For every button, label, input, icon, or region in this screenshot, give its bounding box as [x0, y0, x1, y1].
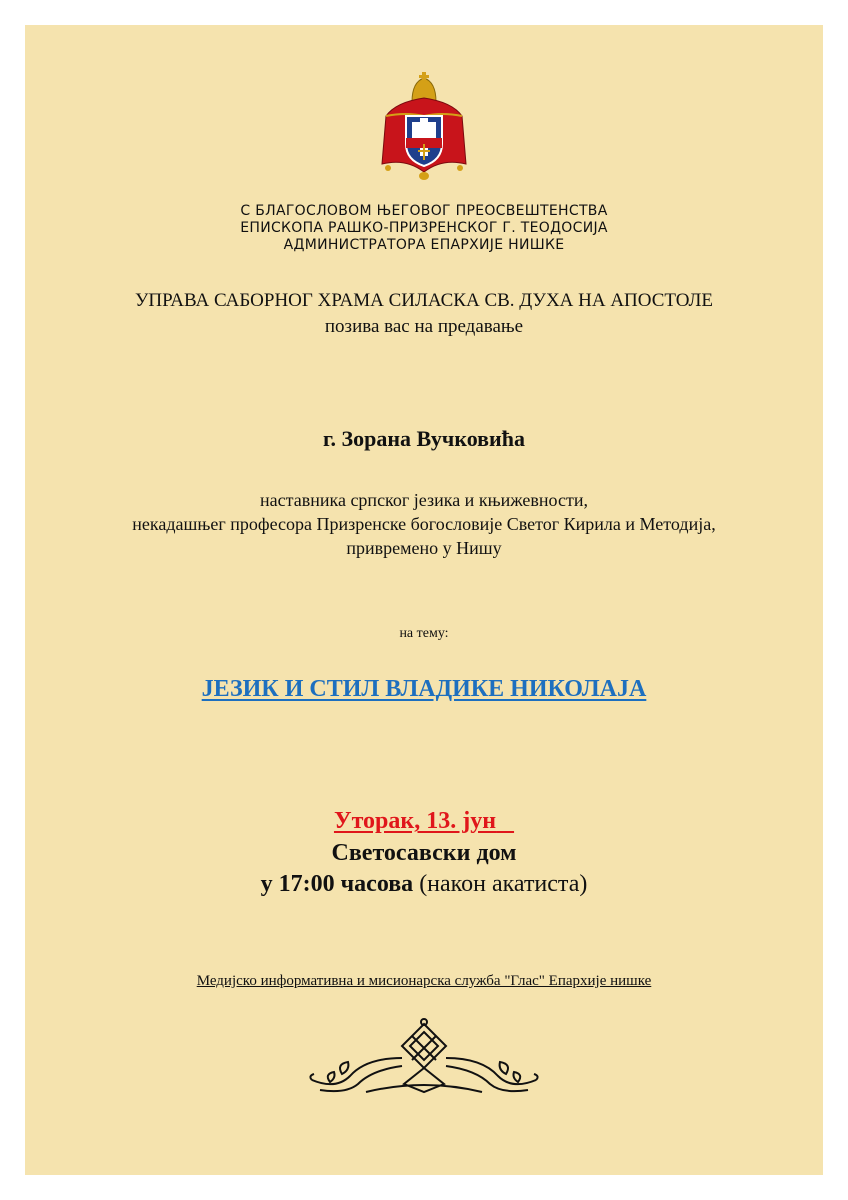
knotwork-ornament-icon [306, 1018, 542, 1098]
event-date-text: Уторак, 13. јун [333, 808, 497, 834]
coat-of-arms-icon [376, 72, 472, 184]
lecture-title-text: ЈЕЗИК И СТИЛ ВЛАДИКЕ НИКОЛАЈА [201, 676, 647, 702]
speaker-desc-line: наставника српског језика и књижевности, [260, 490, 588, 510]
speaker-name: г. Зорана Вучковића [323, 426, 525, 451]
speaker-desc-line: некадашњег професора Призренске богословије Светог Кирила и Методија, [132, 514, 716, 534]
event-time-bold: у 17:00 часова [260, 871, 414, 897]
speaker-description [0, 488, 848, 560]
blessing-line: АДМИНИСТРАТОРА ЕПАРХИЈЕ НИШКЕ [283, 237, 565, 253]
blessing-text [0, 203, 848, 254]
event-date [0, 808, 848, 835]
footer-credit-text: Медијско информативна и мисионарска служба "Глас" Епархије нишке [196, 973, 652, 989]
event-time [0, 871, 848, 898]
event-time-note: (након акатиста) [419, 871, 588, 897]
poster-background [25, 25, 823, 1175]
blessing-line: ЕПИСКОПА РАШКО-ПРИЗРЕНСКОГ Г. ТЕОДОСИЈА [240, 220, 608, 236]
speaker-desc-line: привремено у Нишу [346, 538, 502, 558]
invitation-line: позива вас на предавање [324, 316, 524, 337]
lecture-title [0, 676, 848, 703]
host-text [0, 288, 848, 340]
topic-intro: на тему: [399, 626, 449, 641]
blessing-line: С БЛАГОСЛОВОМ ЊЕГОВОГ ПРЕОСВЕШТЕНСТВА [240, 203, 608, 219]
footer-credit [0, 973, 848, 990]
host-name: УПРАВА САБОРНОГ ХРАМА СИЛАСКА СВ. ДУХА НА АПОСТОЛЕ [134, 290, 714, 311]
event-venue: Светосавски дом [331, 840, 517, 866]
